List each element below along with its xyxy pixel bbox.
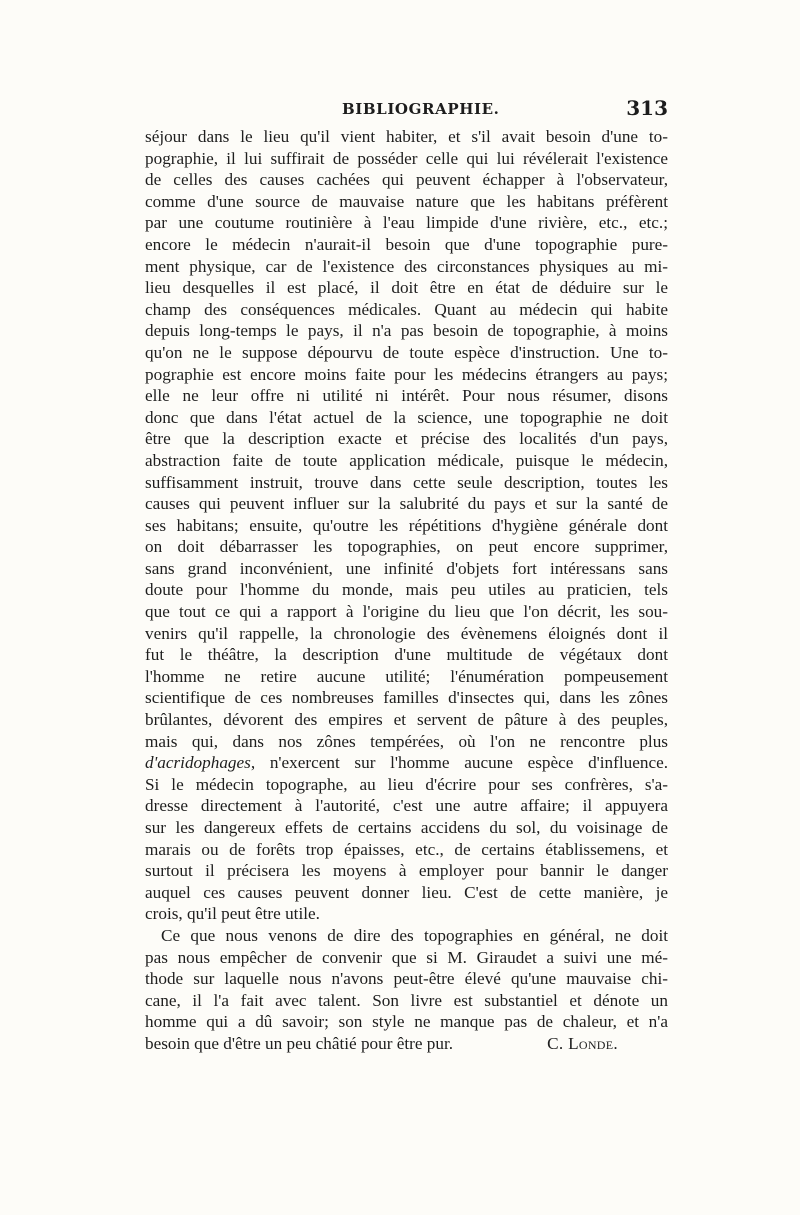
text-line: de celles des causes cachées qui peuvent échapper à l'observateur, — [145, 170, 668, 190]
text-line: pographie est encore moins faite pour les médecins étrangers au pays; — [145, 364, 668, 384]
text-line: on doit débarrasser les topographies, on peut encore supprimer, — [145, 537, 668, 557]
text-line: elle ne leur offre ni utilité ni intérêt. Pour nous résumer, disons — [145, 386, 668, 406]
text-line: qu'on ne le suppose dépourvu de toute espèce d'instruction. Une to- — [145, 342, 668, 362]
text-line: encore le médecin n'aurait-il besoin que d'une topographie pure- — [145, 234, 668, 254]
text-line: fut le théâtre, la description d'une multitude de végétaux dont — [145, 645, 668, 665]
text-line: champ des conséquences médicales. Quant au médecin qui habite — [145, 299, 668, 319]
text-line: crois, qu'il peut être utile. — [145, 904, 320, 924]
closing-line — [145, 1033, 668, 1055]
text-line: d'acridophages, n'exercent sur l'homme aucune espèce d'influence. — [145, 753, 668, 773]
text-line: sans grand inconvénient, une infinité d'objets fort intéressans sans — [145, 558, 668, 578]
text-line: par une coutume routinière à l'eau limpide d'une rivière, etc., etc.; — [145, 213, 668, 233]
text-line: doute pour l'homme du monde, mais peu utiles au praticien, tels — [145, 580, 668, 600]
closing-text: besoin que d'être un peu châtié pour être pur. — [145, 1033, 454, 1053]
text-line: depuis long-temps le pays, il n'a pas besoin de topographie, à moins — [145, 321, 668, 341]
text-line: l'homme ne retire aucune utilité; l'énumération pompeusement — [145, 666, 668, 686]
running-title: BIBLIOGRAPHIE. — [342, 100, 500, 118]
text-line: dresse directement à l'autorité, c'est une autre affaire; il appuyera — [145, 796, 668, 816]
text-line: suffisamment instruit, trouve dans cette seule description, toutes les — [145, 472, 668, 492]
text-line: causes qui peuvent influer sur la salubrité du pays et sur la santé de — [145, 494, 668, 514]
text-line: être que la description exacte et précise des localités d'un pays, — [145, 429, 668, 449]
text-line: brûlantes, dévorent des empires et servent de pâture à des peuples, — [145, 710, 668, 730]
text-line: mais qui, dans nos zônes tempérées, où l'on ne rencontre plus — [145, 731, 668, 751]
text-line: pas nous empêcher de convenir que si M. Giraudet a suivi une mé- — [145, 947, 668, 967]
text-line: comme d'une source de mauvaise nature que les habitans préfèrent — [145, 191, 668, 211]
text-line: ment physique, car de l'existence des circonstances physiques au mi- — [145, 256, 668, 276]
text-line: abstraction faite de toute application médicale, puisque le médecin, — [145, 450, 668, 470]
text-line: lieu desquelles il est placé, il doit être en état de déduire sur le — [145, 278, 668, 298]
author-signature: C. Londe. — [547, 1033, 618, 1053]
text-line: cane, il l'a fait avec talent. Son livre est substantiel et dénote un — [145, 990, 668, 1010]
text-line: Ce que nous venons de dire des topographies en général, ne doit — [161, 925, 668, 945]
text-line: ses habitans; ensuite, qu'outre les répétitions d'hygiène générale dont — [145, 515, 668, 535]
text-line: donc que dans l'état actuel de la science, une topographie ne doit — [145, 407, 668, 427]
text-line: thode sur laquelle nous n'avons peut-être élevé qu'une mauvaise chi- — [145, 969, 668, 989]
text-line: surtout il précisera les moyens à employer pour bannir le danger — [145, 861, 668, 881]
paragraph-2 — [145, 925, 668, 1055]
text-line: marais ou de forêts trop épaisses, etc., de certains établissemens, et — [145, 839, 668, 859]
page-number: 313 — [626, 96, 668, 120]
text-line: que tout ce qui a rapport à l'origine du lieu que l'on décrit, les sou- — [145, 602, 668, 622]
paragraph-1 — [145, 126, 668, 925]
body-text — [145, 126, 668, 1055]
text-line: auquel ces causes peuvent donner lieu. C'est de cette manière, je — [145, 882, 668, 902]
running-head — [160, 96, 668, 126]
text-line: Si le médecin topographe, au lieu d'écrire pour ses confrères, s'a- — [145, 774, 668, 794]
text-line: scientifique de ces nombreuses familles d'insectes qui, dans les zônes — [145, 688, 668, 708]
text-line: séjour dans le lieu qu'il vient habiter, et s'il avait besoin d'une to- — [145, 127, 668, 146]
text-line: pographie, il lui suffirait de posséder celle qui lui révélerait l'existence — [145, 148, 668, 168]
text-line: sur les dangereux effets de certains accidens du sol, du voisinage de — [145, 818, 668, 837]
text-line: homme qui a dû savoir; son style ne manque pas de chaleur, et n'a — [145, 1012, 668, 1032]
text-line: venirs qu'il rappelle, la chronologie des évènemens éloignés dont il — [145, 623, 668, 643]
